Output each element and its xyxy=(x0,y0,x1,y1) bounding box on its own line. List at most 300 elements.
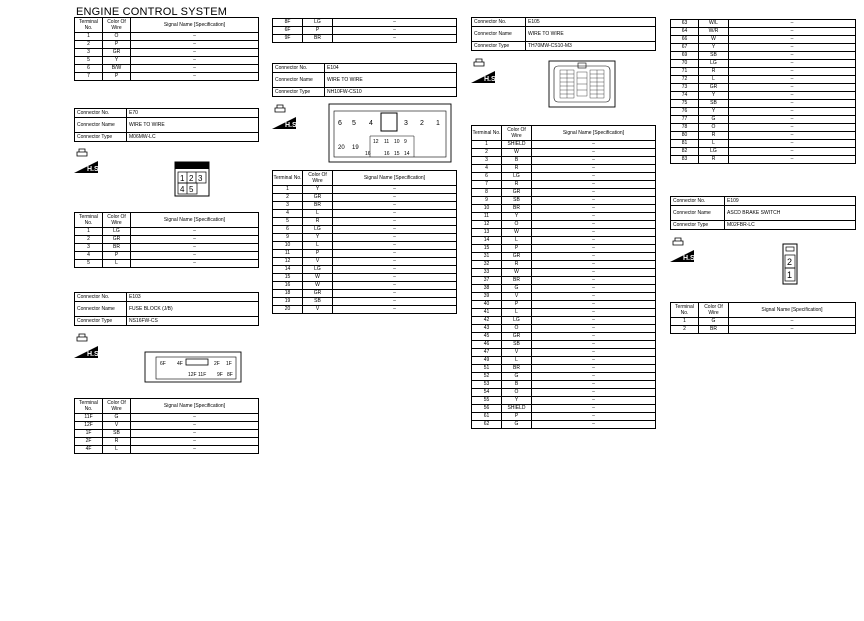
signal-name: – xyxy=(532,205,656,213)
table-row xyxy=(472,269,656,277)
wire-color: W/R xyxy=(699,28,729,36)
wire-color: LG xyxy=(502,317,532,325)
wire-color: L xyxy=(502,237,532,245)
table-row xyxy=(75,57,259,65)
wire-color: G xyxy=(103,414,131,422)
table-row xyxy=(472,261,656,269)
pin-label: 3 xyxy=(198,174,203,183)
wire-color: L xyxy=(103,260,131,268)
wire-color: SB xyxy=(699,100,729,108)
terminal-header: Terminal No. xyxy=(472,126,502,141)
color-header: Color Of Wire xyxy=(699,303,729,318)
table-row xyxy=(472,325,656,333)
terminal-no: 4F xyxy=(75,446,103,454)
pin-label: 4F xyxy=(177,361,183,367)
signal-name: – xyxy=(532,189,656,197)
terminal-table-col2-top xyxy=(272,18,457,43)
connector-type-label: Connector Type xyxy=(671,221,725,230)
hs-label: H.S. xyxy=(683,255,697,262)
table-row xyxy=(273,258,457,266)
terminal-table-e105 xyxy=(471,125,656,429)
terminal-no: 45 xyxy=(472,333,502,341)
wire-color: Y xyxy=(103,57,131,65)
wire-color: P xyxy=(502,413,532,421)
terminal-no: 62 xyxy=(472,421,502,429)
table-row xyxy=(75,73,259,81)
signal-name: – xyxy=(333,258,457,266)
table-row xyxy=(472,277,656,285)
terminal-no: 4 xyxy=(273,210,303,218)
terminal-no: 9 xyxy=(472,197,502,205)
terminal-no: 12 xyxy=(472,221,502,229)
wire-color: V xyxy=(502,349,532,357)
color-header: Color Of Wire xyxy=(502,126,532,141)
wire-color: O xyxy=(103,33,131,41)
signal-name: – xyxy=(729,20,856,28)
terminal-no: 1 xyxy=(671,318,699,326)
table-row xyxy=(472,173,656,181)
terminal-no: 33 xyxy=(472,269,502,277)
terminal-no: 2 xyxy=(273,194,303,202)
signal-name: – xyxy=(532,333,656,341)
hs-icon xyxy=(74,332,101,358)
connector-name: WIRE TO WIRE xyxy=(127,118,259,133)
terminal-no: 8 xyxy=(472,189,502,197)
signal-name: – xyxy=(532,157,656,165)
wire-color: GR xyxy=(502,333,532,341)
connector-name-label: Connector Name xyxy=(75,302,127,317)
connector-type: NS16FW-CS xyxy=(127,317,259,326)
signal-name: – xyxy=(532,381,656,389)
terminal-no: 4 xyxy=(472,165,502,173)
signal-header: Signal Name [Specification] xyxy=(131,213,259,228)
table-row xyxy=(273,298,457,306)
pin-label: 14 xyxy=(404,151,410,157)
terminal-no: 3 xyxy=(273,202,303,210)
signal-name: – xyxy=(729,68,856,76)
table-row xyxy=(472,397,656,405)
terminal-no: 43 xyxy=(472,325,502,333)
signal-name: – xyxy=(729,28,856,36)
connector-name: ASCD BRAKE SWITCH xyxy=(725,206,856,221)
terminal-no: 12 xyxy=(273,258,303,266)
terminal-no: 3 xyxy=(472,157,502,165)
table-row xyxy=(273,266,457,274)
signal-name: – xyxy=(729,140,856,148)
signal-name: – xyxy=(131,446,259,454)
wire-color: Y xyxy=(699,108,729,116)
color-header: Color Of Wire xyxy=(103,213,131,228)
wire-color: G xyxy=(502,373,532,381)
wire-color: BR xyxy=(699,326,729,334)
table-row xyxy=(273,19,457,27)
table-row xyxy=(472,237,656,245)
signal-name: – xyxy=(729,148,856,156)
terminal-no: 9 xyxy=(273,234,303,242)
table-row xyxy=(472,365,656,373)
terminal-no: 64 xyxy=(671,28,699,36)
signal-name: – xyxy=(532,141,656,149)
table-row xyxy=(472,205,656,213)
signal-name: – xyxy=(532,261,656,269)
pin-label: 4 xyxy=(180,185,185,194)
terminal-header: Terminal No. xyxy=(75,213,103,228)
signal-name: – xyxy=(131,73,259,81)
table-row xyxy=(75,49,259,57)
signal-name: – xyxy=(532,229,656,237)
wire-color: LG xyxy=(303,19,333,27)
terminal-table-e109 xyxy=(670,302,856,334)
table-row xyxy=(472,381,656,389)
table-row xyxy=(671,28,856,36)
connector-name-label: Connector Name xyxy=(75,118,127,133)
terminal-no: 69 xyxy=(671,52,699,60)
terminal-no: 41 xyxy=(472,309,502,317)
table-row xyxy=(671,52,856,60)
table-row xyxy=(472,333,656,341)
signal-name: – xyxy=(532,245,656,253)
wire-color: P xyxy=(303,27,333,35)
wire-color: BR xyxy=(502,365,532,373)
connector-info-e103 xyxy=(74,292,259,326)
terminal-header: Terminal No. xyxy=(273,171,303,186)
signal-name: – xyxy=(532,421,656,429)
table-row xyxy=(472,317,656,325)
table-row xyxy=(273,274,457,282)
wire-color: O xyxy=(699,124,729,132)
wire-color: R xyxy=(103,438,131,446)
terminal-no: 20 xyxy=(273,306,303,314)
terminal-no: 61 xyxy=(472,413,502,421)
wire-color: L xyxy=(699,140,729,148)
table-row xyxy=(472,221,656,229)
table-row xyxy=(75,228,259,236)
terminal-no: 40 xyxy=(472,301,502,309)
signal-name: – xyxy=(333,242,457,250)
terminal-no: 32 xyxy=(472,261,502,269)
terminal-no: 4 xyxy=(75,252,103,260)
wire-color: SHIELD xyxy=(502,141,532,149)
pin-label: 4 xyxy=(369,120,373,127)
table-row xyxy=(472,189,656,197)
table-row xyxy=(273,194,457,202)
terminal-no: 51 xyxy=(472,365,502,373)
terminal-no: 2 xyxy=(75,236,103,244)
signal-name: – xyxy=(333,298,457,306)
connector-type: TH70MW-CS10-M3 xyxy=(526,42,656,51)
table-row xyxy=(472,309,656,317)
terminal-no: 77 xyxy=(671,116,699,124)
wire-color: O xyxy=(502,325,532,333)
terminal-no: 47 xyxy=(472,349,502,357)
table-row xyxy=(273,218,457,226)
terminal-no: 5 xyxy=(75,57,103,65)
signal-name: – xyxy=(729,156,856,164)
wire-color: W xyxy=(699,36,729,44)
wire-color: Y xyxy=(699,92,729,100)
table-row xyxy=(671,108,856,116)
signal-name: – xyxy=(532,269,656,277)
terminal-no: 10 xyxy=(273,242,303,250)
terminal-no: 53 xyxy=(472,381,502,389)
wire-color: G xyxy=(699,318,729,326)
signal-name: – xyxy=(131,430,259,438)
table-row xyxy=(671,318,856,326)
wire-color: L xyxy=(699,76,729,84)
wire-color: L xyxy=(502,309,532,317)
connector-type-label: Connector Type xyxy=(75,317,127,326)
pin-label: 6F xyxy=(160,361,166,367)
connector-no-label: Connector No. xyxy=(671,197,725,206)
signal-name: – xyxy=(131,244,259,252)
signal-name: – xyxy=(532,349,656,357)
hs-icon xyxy=(74,147,101,173)
wire-color: V xyxy=(303,258,333,266)
pin-label: 9F xyxy=(217,372,223,378)
connector-type-label: Connector Type xyxy=(273,88,325,97)
wire-color: LG xyxy=(303,266,333,274)
connector-type-label: Connector Type xyxy=(472,42,526,51)
wire-color: W xyxy=(303,274,333,282)
signal-name: – xyxy=(333,35,457,43)
pin-label: 5 xyxy=(189,185,194,194)
terminal-no: 13 xyxy=(472,229,502,237)
connector-info-e104 xyxy=(272,63,457,97)
wire-color: R xyxy=(699,68,729,76)
wire-color: W/L xyxy=(699,20,729,28)
signal-name: – xyxy=(729,318,856,326)
table-row xyxy=(671,148,856,156)
terminal-table-top xyxy=(74,17,259,81)
signal-name: – xyxy=(532,309,656,317)
terminal-no: 72 xyxy=(671,76,699,84)
wire-color: G xyxy=(699,116,729,124)
connector-name-label: Connector Name xyxy=(273,73,325,88)
color-header: Color Of Wire xyxy=(103,399,131,414)
wire-color: Y xyxy=(502,213,532,221)
connector-no-label: Connector No. xyxy=(273,64,325,73)
terminal-no: 6 xyxy=(472,173,502,181)
pin-label: 9 xyxy=(404,139,407,145)
signal-name: – xyxy=(131,252,259,260)
connector-e104-diagram xyxy=(328,103,452,163)
wire-color: R xyxy=(502,165,532,173)
signal-name: – xyxy=(532,341,656,349)
signal-name: – xyxy=(333,282,457,290)
signal-name: – xyxy=(729,100,856,108)
wire-color: BR xyxy=(502,277,532,285)
table-row xyxy=(273,210,457,218)
signal-name: – xyxy=(532,373,656,381)
table-row xyxy=(671,140,856,148)
signal-name: – xyxy=(532,237,656,245)
wire-color: BR xyxy=(502,205,532,213)
hs-label: H.S. xyxy=(87,166,101,173)
table-row xyxy=(671,116,856,124)
signal-name: – xyxy=(729,116,856,124)
terminal-no: 14 xyxy=(273,266,303,274)
table-row xyxy=(273,306,457,314)
signal-name: – xyxy=(532,301,656,309)
wire-color: SB xyxy=(103,430,131,438)
signal-name: – xyxy=(532,293,656,301)
terminal-header: Terminal No. xyxy=(671,303,699,318)
signal-name: – xyxy=(131,422,259,430)
terminal-no: 52 xyxy=(472,373,502,381)
terminal-no: 46 xyxy=(472,341,502,349)
terminal-no: 6 xyxy=(75,65,103,73)
terminal-no: 14 xyxy=(472,237,502,245)
signal-name: – xyxy=(131,236,259,244)
connector-type: M02FBR-LC xyxy=(725,221,856,230)
signal-header: Signal Name [Specification] xyxy=(729,303,856,318)
signal-name: – xyxy=(532,253,656,261)
connector-no-label: Connector No. xyxy=(472,18,526,27)
terminal-no: 63 xyxy=(671,20,699,28)
signal-name: – xyxy=(131,49,259,57)
wire-color: P xyxy=(103,252,131,260)
connector-e103-diagram xyxy=(144,351,242,383)
table-row xyxy=(472,245,656,253)
wire-color: R xyxy=(502,261,532,269)
terminal-no: 71 xyxy=(671,68,699,76)
table-row xyxy=(75,422,259,430)
terminal-table-e70 xyxy=(74,212,259,268)
connector-no: E104 xyxy=(325,64,457,73)
wire-color: L xyxy=(103,446,131,454)
signal-name: – xyxy=(333,19,457,27)
pin-label: 2 xyxy=(420,120,424,127)
signal-name: – xyxy=(729,60,856,68)
terminal-no: 38 xyxy=(472,285,502,293)
wire-color: GR xyxy=(103,236,131,244)
terminal-no: 3 xyxy=(75,49,103,57)
terminal-no: 73 xyxy=(671,84,699,92)
signal-name: – xyxy=(131,65,259,73)
terminal-no: 2F xyxy=(75,438,103,446)
terminal-no: 42 xyxy=(472,317,502,325)
terminal-no: 1 xyxy=(472,141,502,149)
signal-name: – xyxy=(131,57,259,65)
wire-color: LG xyxy=(699,148,729,156)
table-row xyxy=(273,186,457,194)
connector-no: E103 xyxy=(127,293,259,302)
terminal-no: 54 xyxy=(472,389,502,397)
connector-type: M06MW-LC xyxy=(127,133,259,142)
wire-color: B xyxy=(502,381,532,389)
table-row xyxy=(472,413,656,421)
hs-label: H.S. xyxy=(484,76,498,83)
table-row xyxy=(472,253,656,261)
wire-color: GR xyxy=(303,290,333,298)
wire-color: O xyxy=(502,389,532,397)
terminal-no: 10 xyxy=(472,205,502,213)
pin-label: 8F xyxy=(227,372,233,378)
signal-name: – xyxy=(131,260,259,268)
pin-label: 20 xyxy=(338,145,345,151)
pin-label: 1 xyxy=(787,270,793,280)
terminal-table-e104 xyxy=(272,170,457,314)
table-row xyxy=(472,181,656,189)
signal-name: – xyxy=(131,438,259,446)
signal-name: – xyxy=(532,149,656,157)
terminal-no: 66 xyxy=(671,36,699,44)
table-row xyxy=(273,282,457,290)
terminal-no: 15 xyxy=(273,274,303,282)
table-row xyxy=(671,44,856,52)
terminal-no: 6F xyxy=(273,27,303,35)
pin-label: 1 xyxy=(436,120,440,127)
wire-color: SB xyxy=(502,341,532,349)
signal-name: – xyxy=(532,397,656,405)
pin-label: 3 xyxy=(404,120,408,127)
table-row xyxy=(671,326,856,334)
table-row xyxy=(75,65,259,73)
connector-no: E70 xyxy=(127,109,259,118)
signal-header: Signal Name [Specification] xyxy=(131,18,259,33)
pin-label: 5 xyxy=(352,120,356,127)
signal-name: – xyxy=(333,250,457,258)
signal-name: – xyxy=(532,413,656,421)
pin-label: 2F xyxy=(214,361,220,367)
wire-color: W xyxy=(502,149,532,157)
signal-name: – xyxy=(333,226,457,234)
table-row xyxy=(472,405,656,413)
table-row xyxy=(273,27,457,35)
wire-color: GR xyxy=(303,194,333,202)
table-row xyxy=(75,260,259,268)
table-row xyxy=(273,234,457,242)
table-row xyxy=(671,20,856,28)
table-row xyxy=(472,301,656,309)
signal-name: – xyxy=(532,277,656,285)
wire-color: Y xyxy=(502,397,532,405)
table-row xyxy=(75,430,259,438)
wire-color: W xyxy=(303,282,333,290)
table-row xyxy=(671,132,856,140)
wire-color: LG xyxy=(699,60,729,68)
signal-header: Signal Name [Specification] xyxy=(131,399,259,414)
signal-name: – xyxy=(333,27,457,35)
hs-icon xyxy=(471,57,498,83)
table-row xyxy=(671,92,856,100)
table-row xyxy=(472,389,656,397)
terminal-no: 1 xyxy=(75,228,103,236)
page-title: ENGINE CONTROL SYSTEM xyxy=(76,6,228,18)
table-row xyxy=(671,36,856,44)
wire-color: GR xyxy=(699,84,729,92)
table-row xyxy=(671,76,856,84)
wire-color: Y xyxy=(303,234,333,242)
terminal-no: 11F xyxy=(75,414,103,422)
signal-name: – xyxy=(729,108,856,116)
terminal-no: 75 xyxy=(671,100,699,108)
table-row xyxy=(75,244,259,252)
pin-label: 12F xyxy=(188,372,197,378)
table-row xyxy=(472,229,656,237)
table-row xyxy=(472,293,656,301)
color-header: Color Of Wire xyxy=(303,171,333,186)
connector-type: NH10FW-CS10 xyxy=(325,88,457,97)
table-row xyxy=(671,84,856,92)
signal-name: – xyxy=(532,405,656,413)
table-row xyxy=(472,349,656,357)
wire-color: R xyxy=(303,218,333,226)
wire-color: P xyxy=(502,245,532,253)
pin-label: 2 xyxy=(189,174,194,183)
terminal-header: Terminal No. xyxy=(75,399,103,414)
table-row xyxy=(472,141,656,149)
